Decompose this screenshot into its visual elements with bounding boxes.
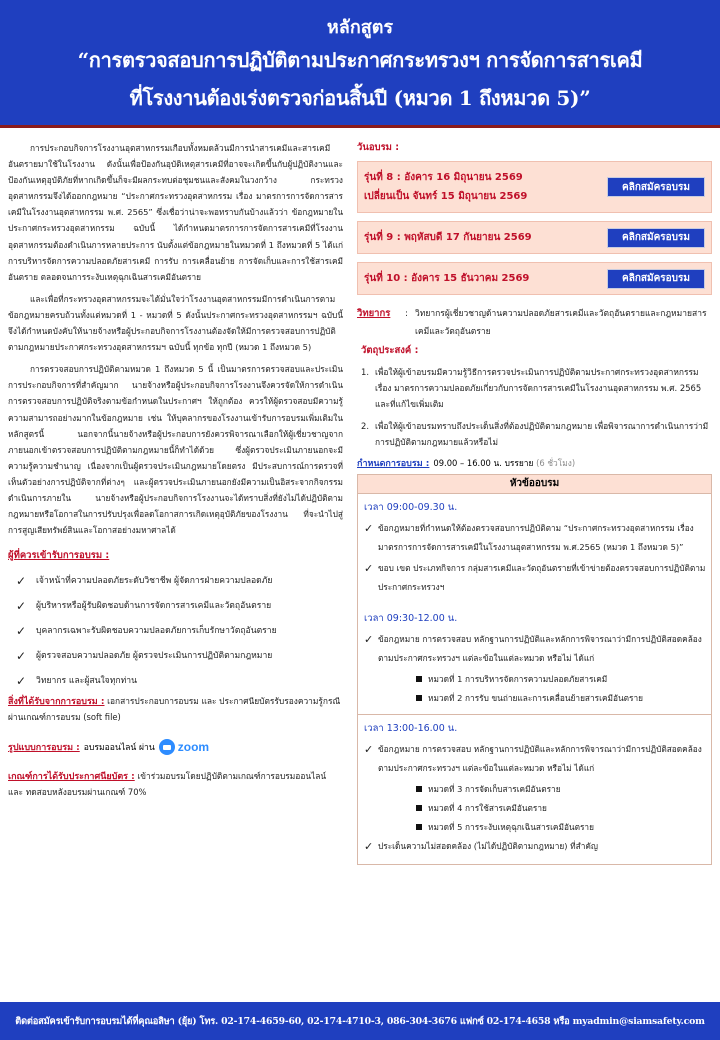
topic-item-text: ข้อกฎหมายที่กำหนดให้ต้องตรวจสอบการปฏิบัติตาม “ประกาศกระทรวงอุตสาหกรรม เรื่อง มาตรการการจัดการสารเคมีในโรงงานอุตสาหกรรม พ.ศ.2565 (หมวด 1 ถึงหมวด 5)” — [378, 523, 694, 552]
benefit-text: เอกสารประกอบการอบรม และ ประกาศนียบัตรรับรองความรู้กรณีผ่านเกณฑ์การอบรม (soft file) — [8, 696, 341, 723]
audience-item-text: ผู้บริหารหรือผู้รับผิดชอบด้านการจัดการสารเคมีและวัตถุอันตราย — [36, 601, 272, 612]
topic-item-text: ข้อกฎหมาย การตรวจสอบ หลักฐานการปฏิบัติและหลักการพิจารณาว่ามีการปฏิบัติสอดคล้องตามประกาศกระทรวงฯ แต่ละข้อในแต่ละหมวด หรือไม่ ได้แก่ — [378, 634, 702, 663]
objective-number: 1. — [361, 367, 369, 377]
topic-time: เวลา 09:30-12.00 น. — [364, 613, 458, 624]
audience-item-text: บุคลากรเฉพาะรับผิดชอบความปลอดภัยการเก็บรักษาวัตถุอันตราย — [36, 626, 277, 637]
intro-paragraph: การประกอบกิจการโรงงานอุตสาหกรรมเกือบทั้งหมดล้วนมีการนำสารเคมีและสารเคมีอันตรายมาใช้ในโรงงาน ดังนั้นเพื่อป้องกันอุบัติเหตุสารเคมีที่อาจจะเกิดขึ้นกับผู้ปฏิบัติงานและป้องกันเหตุอุบัติภัยที่หากเกิดขึ้นก็จะมีผลกระทบต่อชุมชนและสังคมในวงกว้าง กระทรวงอุตสาหกรรมจึงได้ออกกฎหมาย “ประกาศกระทรวงอุตสาหกรรม เรื่อง มาตรการการจัดการสารเคมีในโรงงานอุตสาหกรรม พ.ศ. 2565” ซึ่งเชื่อว่าน่าจะพอทราบกันบ้างแล้วว่า ข้อกฎหมายในประกาศกระทรวงอุตสาหกรรม ฉบับนี้ ได้กำหนดมาตรการการจัดการสารเคมีที่โรงงานอุตสาหกรรมต้องดำเนินการหลายประการ นับตั้งแต่ข้อกฎหมายในหมวดที่ 1 ถึงหมวดที่ 5 ได้แก่ การบริหารจัดการความปลอดภัยสารเคมี การรับ การเคลื่อนย้าย การจัดเก็บและการใช้สารเคมีอันตราย ตลอดจนการระงับเหตุฉุกเฉินสารเคมีอันตราย — [8, 143, 343, 282]
square-bullet-icon — [416, 676, 422, 682]
right-column — [357, 140, 712, 865]
square-bullet-icon — [416, 805, 422, 811]
list-item — [8, 644, 343, 669]
topic-subitem-text: หมวดที่ 3 การจัดเก็บสารเคมีอันตราย — [428, 784, 561, 794]
check-icon: ✓ — [364, 633, 374, 646]
audience-item-text: เจ้าหน้าที่ความปลอดภัยระดับวิชาชีพ ผู้จัดการฝ่ายความปลอดภัย — [36, 576, 273, 587]
format-text: อบรมออนไลน์ ผ่าน — [83, 743, 155, 754]
square-bullet-icon — [416, 824, 422, 830]
certificate-text: เข้าร่วมอบรมโดยปฏิบัติตามเกณฑ์การอบรมออนไลน์ และ ทดสอบหลังอบรมผ่านเกณฑ์ 70% — [8, 771, 327, 798]
objective-number: 2. — [361, 421, 369, 431]
round-box — [357, 221, 712, 254]
timeline-label: กำหนดการอบรม : — [357, 459, 430, 469]
certificate-label: เกณฑ์การได้รับประกาศนียบัตร : — [8, 772, 135, 783]
topic-subitem-text: หมวดที่ 1 การบริหารจัดการความปลอดภัยสารเคมี — [428, 674, 608, 684]
topic-block — [358, 605, 711, 714]
topic-subitem — [364, 670, 707, 689]
audience-item-text: ผู้ตรวจสอบความปลอดภัย ผู้ตรวจประเมินการปฏิบัติตามกฎหมาย — [36, 651, 273, 662]
timeline-row — [357, 456, 712, 470]
list-item — [357, 418, 712, 450]
topic-item-text: ข้อกฎหมาย การตรวจสอบ หลักฐานการปฏิบัติและหลักการพิจารณาว่ามีการปฏิบัติสอดคล้องตามประกาศกระทรวงฯ แต่ละข้อในแต่ละหมวด หรือไม่ ได้แก่ — [378, 744, 702, 773]
round-box — [357, 262, 712, 295]
topic-subitem — [364, 799, 707, 818]
check-icon: ✓ — [16, 624, 27, 639]
check-icon: ✓ — [16, 574, 27, 589]
course-title-line2: ที่โรงงานต้องเร่งตรวจก่อนสิ้นปี (หมวด 1 ถึงหมวด 5)” — [129, 86, 591, 110]
audience-item-text: วิทยากร และผู้สนใจทุกท่าน — [36, 676, 137, 687]
audience-title: ผู้ที่ควรเข้ารับการอบรม : — [8, 550, 110, 562]
timeline-time: 09.00 – 16.00 น. บรรยาย — [433, 458, 534, 468]
benefit-block — [8, 694, 343, 725]
list-item — [8, 569, 343, 594]
format-label: รูปแบบการอบรม : — [8, 743, 80, 754]
list-item — [357, 364, 712, 412]
objective-text: เพื่อให้ผู้เข้าอบรมมีความรู้วิธีการตรวจประเมินการปฏิบัติตามประกาศกระทรวงอุตสาหกรรม เรื่อง มาตรการความปลอดภัยเกี่ยวกับการจัดการสารเคมีในโรงงานอุตสาหกรรม พ.ศ. 2565 และที่แก้ไขเพิ่มเติม — [375, 367, 702, 409]
left-column — [8, 140, 343, 800]
topic-subitem-text: หมวดที่ 5 การระงับเหตุฉุกเฉินสารเคมีอันตราย — [428, 822, 594, 832]
topic-item — [364, 519, 707, 557]
lecturer-label: วิทยากร — [357, 308, 391, 319]
check-icon: ✓ — [364, 840, 374, 853]
topic-block — [358, 714, 711, 864]
topic-subitem — [364, 780, 707, 799]
intro-paragraph: และเพื่อที่กระทรวงอุตสาหกรรมจะได้มั่นใจว่าโรงงานอุตสาหกรรมมีการดำเนินการตามข้อกฎหมายครบถ้วนทั้งแต่หมวดที่ 1 - หมวดที่ 5 ดังนั้นประกาศกระทรวงอุตสาหกรรมฯ ฉบับนี้จึงได้กำหนดบังคับให้นายจ้างหรือผู้ประกอบกิจการโรงงานต้องจัดให้มีการตรวจสอบการปฏิบัติตามกฎหมายประกาศกระทรวงอุตสาหกรรมฯ ฉบับนี้ ทุกข้อ ทุกปี (หมวด 1 ถึงหมวด 5) — [8, 293, 343, 353]
topic-subitem — [364, 689, 707, 708]
objectives-label: วัตถุประสงค์ : — [361, 345, 419, 356]
list-item — [8, 619, 343, 644]
round-date-change: เปลี่ยนเป็น จันทร์ 15 มิถุนายน 2569 — [364, 191, 528, 202]
benefit-label: สิ่งที่ได้รับจากการอบรม : — [8, 697, 105, 708]
topic-time: เวลา 09:00-09.30 น. — [364, 502, 458, 513]
topic-time: เวลา 13:00-16.00 น. — [364, 723, 458, 734]
lecturer-block — [357, 305, 712, 341]
register-button[interactable]: คลิกสมัครอบรม — [607, 177, 705, 197]
check-icon: ✓ — [16, 649, 27, 664]
schedule-label: วันอบรม : — [357, 142, 400, 153]
register-button[interactable]: คลิกสมัครอบรม — [607, 228, 705, 248]
topic-subitem — [364, 818, 707, 837]
objective-text: เพื่อให้ผู้เข้าอบรมทราบถึงประเด็นสิ่งที่ต้องปฏิบัติตามกฎหมาย เพื่อพิจารณาการดำเนินการว่ามีการปฏิบัติตามกฎหมายแล้วหรือไม่ — [375, 421, 709, 447]
topic-block — [358, 494, 711, 605]
topic-item — [364, 740, 707, 778]
round-box — [357, 161, 712, 213]
check-icon: ✓ — [364, 522, 374, 535]
timeline-hours: (6 ชั่วโมง) — [536, 458, 576, 468]
lecturer-colon: : — [405, 309, 408, 319]
page-header — [0, 0, 720, 128]
square-bullet-icon — [416, 786, 422, 792]
check-icon: ✓ — [16, 674, 27, 689]
check-icon: ✓ — [364, 562, 374, 575]
zoom-logo — [159, 739, 209, 755]
topic-subitem-text: หมวดที่ 4 การใช้สารเคมีอันตราย — [428, 803, 547, 813]
format-block — [8, 739, 343, 755]
topic-item-text: ประเด็นความไม่สอดคล้อง (ไม่ได้ปฏิบัติตามกฎหมาย) ที่สำคัญ — [378, 841, 598, 851]
lecturer-text: วิทยากรผู้เชี่ยวชาญด้านความปลอดภัยสารเคมีและวัตถุอันตรายและกฎหมายสารเคมีและวัตถุอันตราย — [415, 309, 707, 337]
contact-text: ติดต่อสมัครเข้ารับการอบรมได้ที่คุณอลิษา (ยุ้ย) โทร. 02-174-4659-60, 02-174-4710-3, 086-304-3676 แฟกซ์ 02-174-4658 หรือ myadmin@siamsafety.com — [15, 1015, 705, 1027]
topic-subitem-text: หมวดที่ 2 การรับ ขนถ่ายและการเคลื่อนย้ายสารเคมีอันตราย — [428, 693, 643, 703]
round-date: รุ่นที่ 8 : อังคาร 16 มิถุนายน 2569 — [364, 172, 523, 183]
certificate-block — [8, 769, 343, 800]
intro-paragraph: การตรวจสอบการปฏิบัติตามหมวด 1 ถึงหมวด 5 นี้ เป็นมาตรการตรวจสอบและประเมินการประกอบกิจการที่สำคัญมาก นายจ้างหรือผู้ประกอบกิจการโรงงานจึงควรจัดให้การดำเนินการตรวจสอบการปฏิบัติจริงตามข้อกำหนดในประกาศฯ ให้ถูกต้อง ควรให้ผู้ตรวจสอบมีความรู้ความสามารถอย่างมากในข้อกฎหมาย เช่น ให้บุคลากรของโรงงานเข้ารับการอบรมเพิ่มเติมในหลักสูตรนี้ นอกจากนี้นายจ้างหรือผู้ประกอบการยังควรพิจารณาเลือกให้ผู้เชี่ยวชาญจากภายนอกเข้าตรวจสอบการปฏิบัติตามกฎหมายนี้ก็ทำได้ด้วย ซึ่งผู้ตรวจประเมินภายนอกจะมีความรู้ความชำนาญ เนื่องจากเป็นผู้ตรวจประเมินกฎหมายโดยตรง มีประสบการณ์การตรวจที่เห็นตัวอย่างการปฏิบัติจากที่ต่างๆ และผู้ตรวจประเมินภายนอกยังมีความเป็นอิสระจากกิจกรรมดำเนินการภายใน นายจ้างหรือผู้ประกอบกิจการโรงงานจะได้ทราบสิ่งที่ยังไม่ได้ปฏิบัติตามกฎหมายหรือโอกาสในการปรับปรุงเพื่อลดโอกาสการเกิดเหตุอุบัติภัยของโรงงาน ที่จะนำไปสู่การสูญเสียทรัพย์สินและโอกาสอย่างมหาศาลได้ — [8, 364, 343, 536]
zoom-wordmark: zoom — [177, 740, 210, 755]
list-item — [8, 669, 343, 694]
objectives-list — [357, 364, 712, 450]
topic-item — [364, 559, 707, 597]
topics-header: หัวข้ออบรม — [358, 475, 711, 494]
topics-table — [357, 474, 712, 865]
list-item — [8, 594, 343, 619]
round-date: รุ่นที่ 9 : พฤหัสบดี 17 กันยายน 2569 — [364, 232, 532, 243]
topic-item-text: ขอบ เขต ประเภทกิจการ กลุ่มสารเคมีและวัตถุอันตรายที่เข้าข่ายต้องตรวจสอบการปฏิบัติตามประกาศกระทรวงฯ — [378, 563, 706, 592]
contact-footer — [0, 1002, 720, 1040]
topic-item — [364, 837, 707, 856]
round-date: รุ่นที่ 10 : อังคาร 15 ธันวาคม 2569 — [364, 273, 530, 284]
course-title-line1: “การตรวจสอบการปฏิบัติตามประกาศกระทรวงฯ การจัดการสารเคมี — [77, 48, 643, 72]
register-button[interactable]: คลิกสมัครอบรม — [607, 269, 705, 289]
audience-list — [8, 569, 343, 694]
check-icon: ✓ — [16, 599, 27, 614]
topic-item — [364, 630, 707, 668]
check-icon: ✓ — [364, 743, 374, 756]
course-kicker: หลักสูตร — [326, 17, 394, 38]
square-bullet-icon — [416, 695, 422, 701]
zoom-camera-icon — [159, 739, 175, 755]
